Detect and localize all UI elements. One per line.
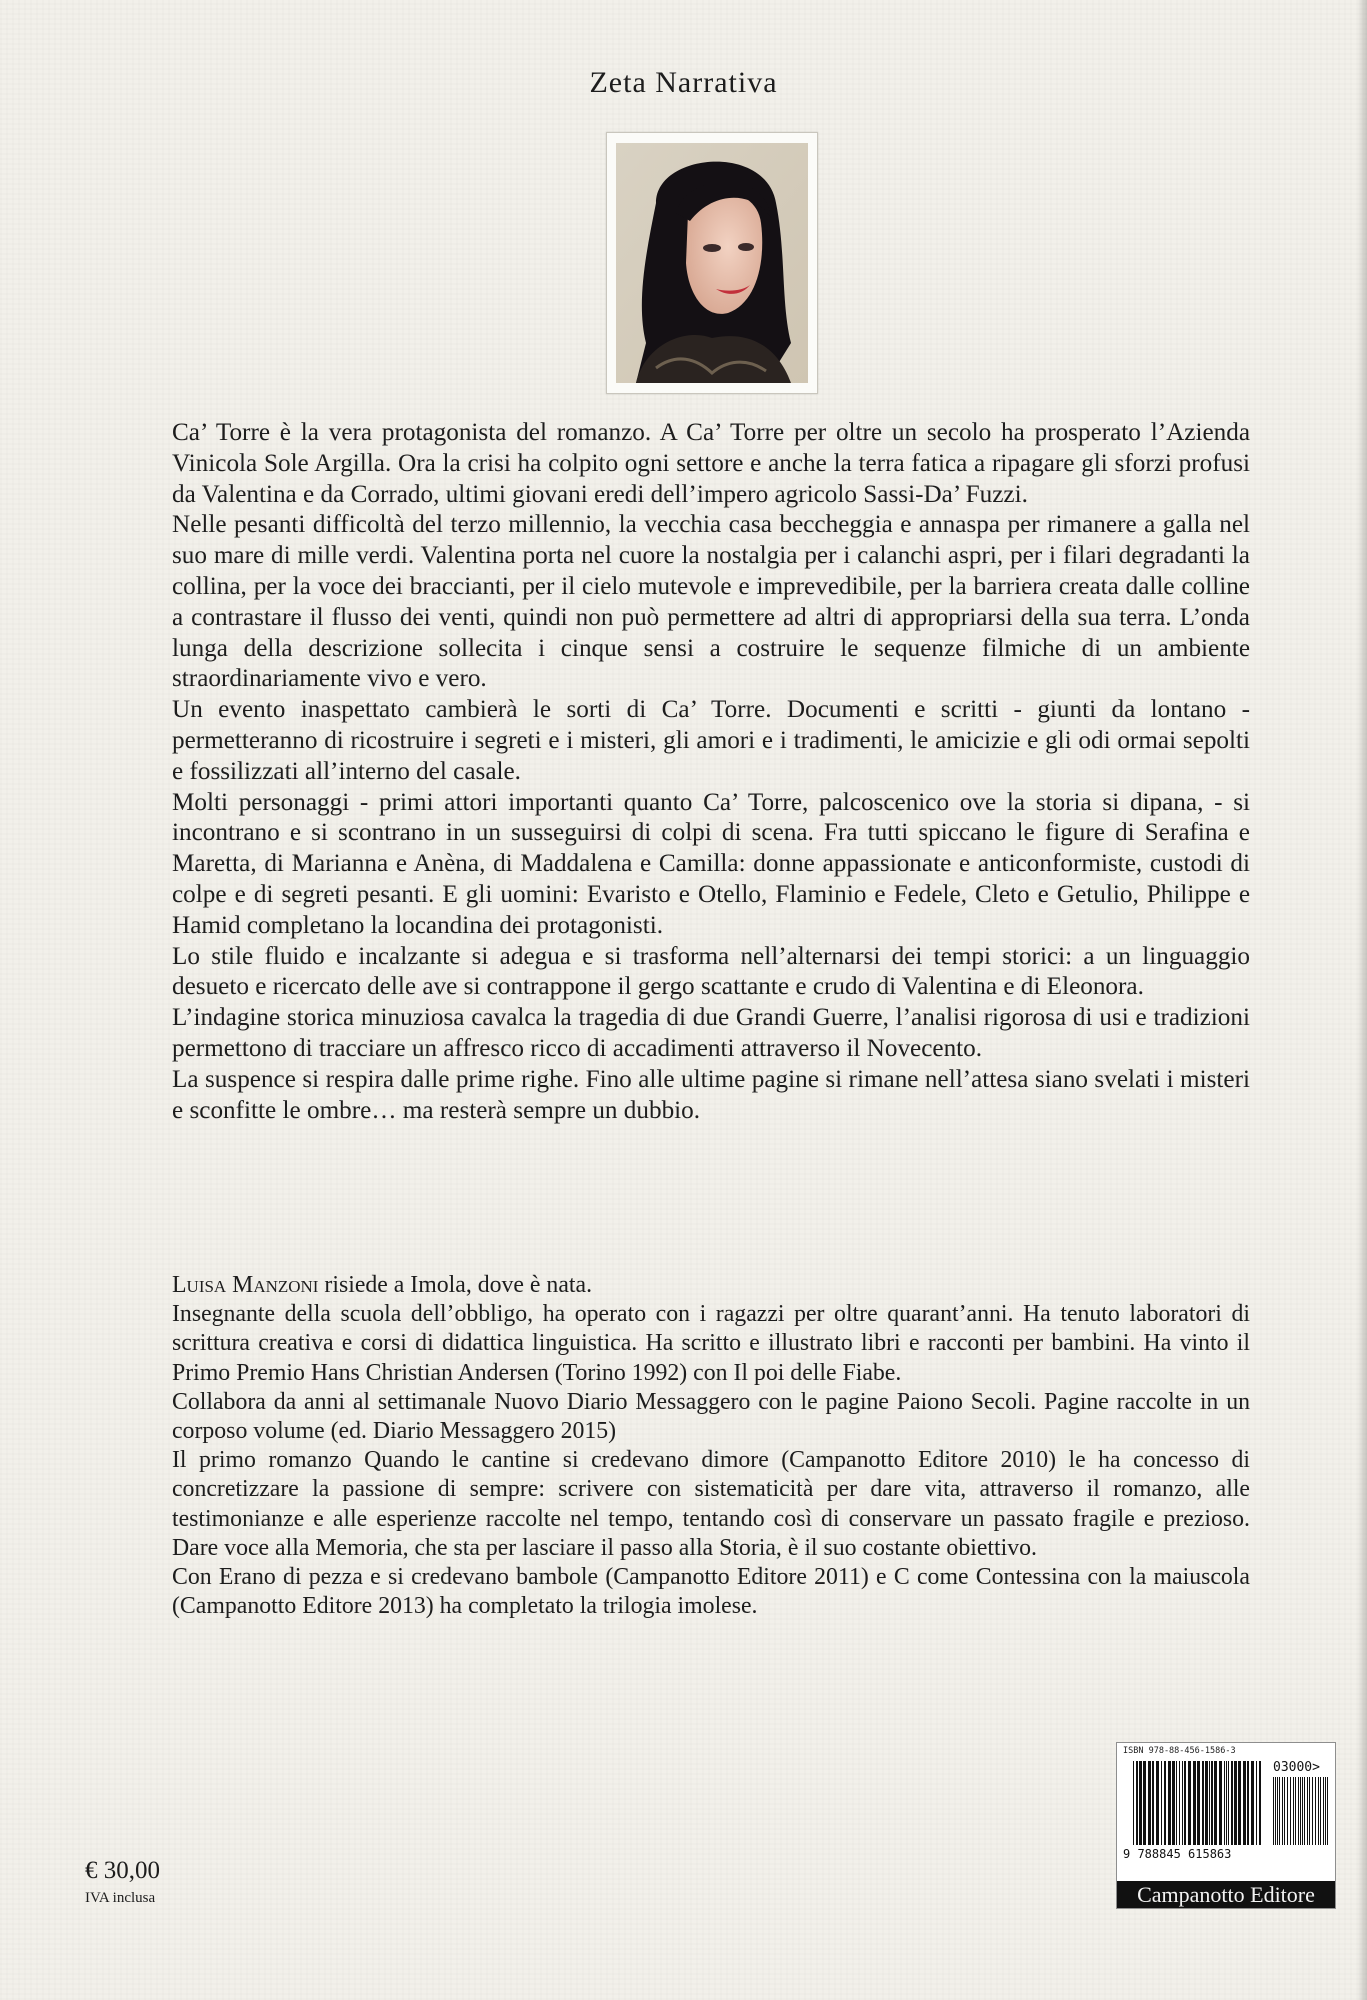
author-photo [606, 132, 818, 394]
barcode-bar [1152, 1761, 1154, 1845]
barcode-bar [1304, 1777, 1305, 1845]
barcode-bar [1282, 1777, 1283, 1845]
barcode-bar [1188, 1761, 1191, 1845]
barcode-bar [1228, 1761, 1229, 1845]
barcode-bar [1312, 1777, 1313, 1845]
synopsis-paragraph: Lo stile fluido e incalzante si adegua e si trasforma nell’alternarsi dei tempi storici: a un linguaggio desueto e ricercato delle ave si contrappone il gergo scattante e crudo di Valentina e di Eleonora. [172, 942, 1250, 1001]
barcode-bar [1273, 1777, 1274, 1845]
synopsis-paragraph: La suspence si respira dalle prime righe. Fino alle ultime pagine si rimane nell’attesa siano svelati i misteri e sconfitte le ombre… ma resterà sempre un dubbio. [172, 1065, 1250, 1124]
barcode-bar [1143, 1761, 1146, 1845]
barcode-bar [1184, 1761, 1186, 1845]
barcode-bar [1300, 1777, 1301, 1845]
ean-number: 9 788845 615863 [1123, 1847, 1232, 1861]
barcode-bar [1234, 1761, 1237, 1845]
synopsis-paragraph: L’indagine storica minuziosa cavalca la tragedia di due Grandi Guerre, l’analisi rigorosa di usi e tradizioni permettono di tracciare un affresco ricco di accadimenti attraverso il Novecento. [172, 1004, 1250, 1062]
barcode-addon-number: 03000> [1273, 1760, 1320, 1775]
barcode-bar [1290, 1777, 1291, 1845]
barcode-bar [1133, 1761, 1134, 1845]
barcode-bar [1318, 1777, 1319, 1845]
synopsis [172, 418, 1250, 1126]
barcode-bar [1325, 1777, 1326, 1845]
barcode-bar [1275, 1777, 1276, 1845]
barcode-bar [1238, 1761, 1241, 1845]
barcode-bar [1284, 1777, 1285, 1845]
bio-paragraph: Collabora da anni al settimanale Nuovo Diario Messaggero con le pagine Paiono Secoli. Pagine raccolte in un corposo volume (ed. Diario Messaggero 2015) [172, 1388, 1250, 1445]
cover-edge-shadow [1357, 0, 1367, 2000]
barcode-bar [1224, 1761, 1225, 1845]
barcode-bar [1226, 1761, 1227, 1845]
barcode-bar [1298, 1777, 1299, 1845]
series-title: Zeta Narrativa [589, 66, 778, 99]
author-portrait-image [616, 143, 808, 383]
barcode-bar [1219, 1761, 1222, 1845]
barcode-bar [1205, 1761, 1208, 1845]
author-name: Luisa Manzoni [172, 1272, 319, 1298]
vat-note: IVA inclusa [85, 1890, 156, 1906]
barcode-bar [1287, 1777, 1288, 1845]
barcode-bar [1164, 1761, 1166, 1845]
barcode-bar [1214, 1761, 1217, 1845]
bio-intro: risiede a Imola, dove è nata. [318, 1272, 593, 1298]
barcode-bar [1259, 1761, 1261, 1845]
barcode-bar [1243, 1761, 1246, 1845]
isbn-label: ISBN 978-88-456-1586-3 [1123, 1746, 1236, 1756]
barcode-bar [1279, 1777, 1280, 1845]
isbn-barcode [1116, 1742, 1336, 1909]
barcode-bar [1209, 1761, 1210, 1845]
barcode-bar [1179, 1761, 1180, 1845]
barcode-bar [1309, 1777, 1310, 1845]
barcode-bar [1256, 1761, 1257, 1845]
barcode-bar [1156, 1761, 1159, 1845]
barcode-bar [1320, 1777, 1321, 1845]
barcode-bar [1148, 1761, 1151, 1845]
barcode-bar [1307, 1777, 1308, 1845]
synopsis-paragraph: Nelle pesanti difficoltà del terzo millennio, la vecchia casa beccheggia e annaspa per rimanere a galla nel suo mare di mille verdi. Valentina porta nel cuore la nostalgia per i calanchi aspri, per i filari degradanti la collina, per la voce dei braccianti, per il cielo mutevole e imprevedibile, per la barriera creata dalle colline a contrastare il flusso dei venti, quindi non può permettere ad altri di appropriarsi della sua terra. L’onda lunga della descrizione sollecita i cinque sensi a costruire le sequenze filmiche di un ambiente straordinariamente vivo e vero. [172, 511, 1250, 693]
synopsis-paragraph: Molti personaggi - primi attori importanti quanto Ca’ Torre, palcoscenico ove la storia si dipana, - si incontrano e si scontrano in un susseguirsi di colpi di scena. Fra tutti spiccano le figure di Serafina e Maretta, di Marianna e Anèna, di Maddalena e Camilla: donne appassionate e anticonformiste, custodi di colpe e di segreti pesanti. E gli uomini: Evaristo e Otello, Flaminio e Fedele, Cleto e Getulio, Philippe e Hamid completano la locandina dei protagonisti. [172, 788, 1250, 939]
barcode-bar [1168, 1761, 1171, 1845]
barcode-bar [1139, 1761, 1142, 1845]
barcode-bar [1247, 1761, 1249, 1845]
barcode-bar [1251, 1761, 1254, 1845]
bio-paragraph [172, 1271, 1250, 1300]
barcode-bar [1176, 1761, 1177, 1845]
author-bio [172, 1271, 1250, 1621]
barcode-bar [1231, 1761, 1233, 1845]
bio-paragraph: Il primo romanzo Quando le cantine si credevano dimore (Campanotto Editore 2010) le ha concesso di concretizzare la passione di sempre: scrivere con sistematicità per dare vita, attraverso il romanzo, alle testimonianze e alle esperienze raccolte nel tempo, tentando così di conservare un passato fragile e prezioso. Dare voce alla Memoria, che sta per lasciare il passo alla Storia, è il suo costante obiettivo. [172, 1447, 1250, 1561]
barcode-addon-bars [1273, 1777, 1331, 1845]
barcode-bar [1211, 1761, 1213, 1845]
barcode-bar [1161, 1761, 1162, 1845]
barcode-bar [1193, 1761, 1196, 1845]
price: € 30,00 [85, 1857, 160, 1884]
barcode-bar [1302, 1777, 1303, 1845]
barcode-bar [1327, 1777, 1328, 1845]
barcode-bar [1136, 1761, 1138, 1845]
synopsis-paragraph: Un evento inaspettato cambierà le sorti di Ca’ Torre. Documenti e scritti - giunti da lontano - permetteranno di ricostruire i segreti e i misteri, gli amori e i tradimenti, le amicizie e gli odi ormai sepolti e fossilizzati all’interno del casale. [172, 696, 1250, 785]
bio-paragraph: Insegnante della scuola dell’obbligo, ha operato con i ragazzi per oltre quarant’anni. Ha tenuto laboratori di scrittura creativa e corsi di didattica linguistica. Ha scritto e illustrato libri e racconti per bambini. Ha vinto il Primo Premio Hans Christian Andersen (Torino 1992) con Il poi delle Fiabe. [172, 1301, 1250, 1386]
barcode-bar [1182, 1761, 1183, 1845]
publisher-logo: Campanotto Editore [1117, 1881, 1335, 1908]
barcode-bar [1277, 1777, 1278, 1845]
barcode-bar [1202, 1761, 1204, 1845]
barcode-bar [1295, 1777, 1296, 1845]
barcode-main-bars [1133, 1761, 1263, 1845]
synopsis-paragraph: Ca’ Torre è la vera protagonista del romanzo. A Ca’ Torre per oltre un secolo ha prosperato l’Azienda Vinicola Sole Argilla. Ora la crisi ha colpito ogni settore e anche la terra fatica a ripagare gli sforzi profusi da Valentina e da Corrado, ultimi giovani eredi dell’impero agricolo Sassi-Da’ Fuzzi. [172, 419, 1250, 508]
barcode-bar [1172, 1761, 1175, 1845]
bio-paragraph: Con Erano di pezza e si credevano bambole (Campanotto Editore 2011) e C come Contessina con la maiuscola (Campanotto Editore 2013) ha completato la trilogia imolese. [172, 1564, 1250, 1620]
barcode-bar [1315, 1777, 1316, 1845]
barcode-bar [1197, 1761, 1200, 1845]
barcode-bar [1293, 1777, 1294, 1845]
barcode-bar [1323, 1777, 1324, 1845]
